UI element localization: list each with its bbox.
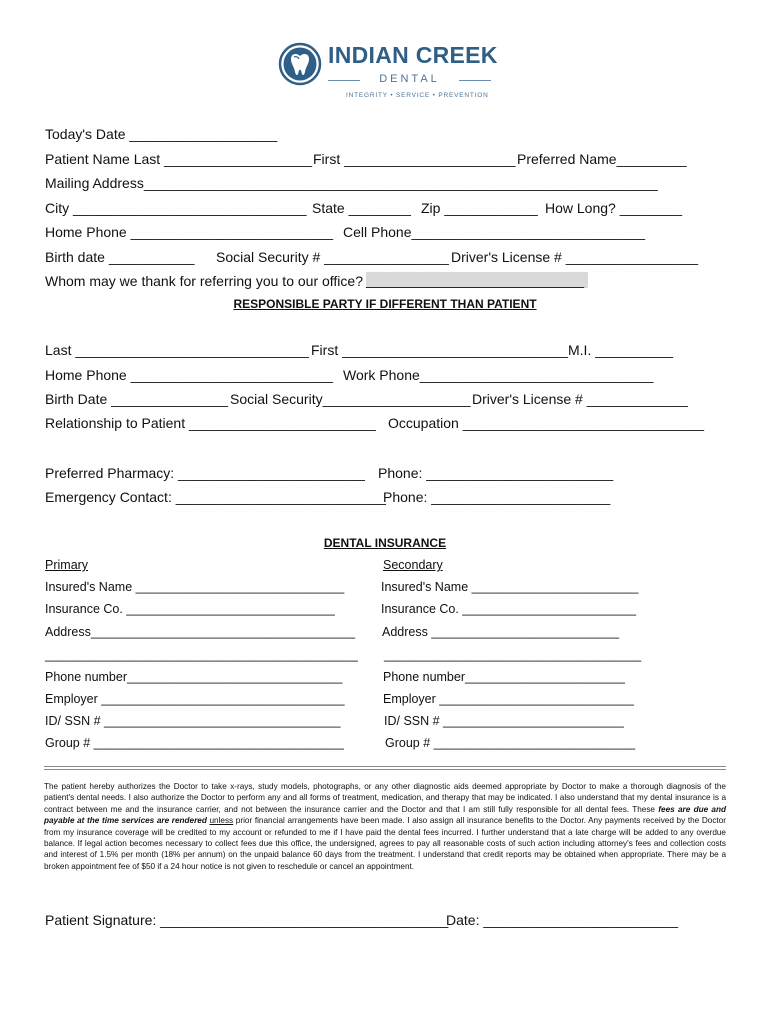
section-divider [44,766,726,767]
patient-last-name-field[interactable]: Patient Name Last ___________________ [45,151,312,167]
secondary-insurance-co-field[interactable]: Insurance Co. _________________________ [381,602,637,616]
tooth-logo-icon [278,42,322,86]
pharmacy-field[interactable]: Preferred Pharmacy: ________________________ [45,465,365,481]
state-field[interactable]: State ________ [312,200,411,216]
home-phone-field[interactable]: Home Phone __________________________ [45,224,334,240]
referral-input[interactable]: ____________________________ [366,272,588,288]
relationship-field[interactable]: Relationship to Patient ________________________ [45,415,376,431]
responsible-mi-field[interactable]: M.I. __________ [568,342,674,358]
secondary-id-ssn-field[interactable]: ID/ SSN # __________________________ [384,714,624,728]
how-long-field[interactable]: How Long? ________ [545,200,683,216]
primary-address-line-2[interactable]: _____________________________________________ [45,648,358,662]
city-field[interactable]: City ______________________________ [45,200,307,216]
responsible-work-phone-field[interactable]: Work Phone______________________________ [343,367,654,383]
primary-employer-field[interactable]: Employer ___________________________________ [45,692,345,706]
primary-phone-field[interactable]: Phone number_______________________________ [45,670,343,684]
drivers-license-field[interactable]: Driver's License # _________________ [451,249,699,265]
responsible-home-phone-field[interactable]: Home Phone __________________________ [45,367,334,383]
primary-id-ssn-field[interactable]: ID/ SSN # __________________________________ [45,714,341,728]
emergency-contact-field[interactable]: Emergency Contact: ___________________________ [45,489,386,505]
practice-logo [278,40,498,102]
referral-label: Whom may we thank for referring you to our office? [45,273,363,289]
primary-group-field[interactable]: Group # ____________________________________ [45,736,344,750]
secondary-insured-name-field[interactable]: Insured's Name ________________________ [381,580,639,594]
secondary-address-line-2[interactable]: _____________________________________ [384,648,642,662]
dental-insurance-heading: DENTAL INSURANCE [323,536,447,550]
secondary-phone-field[interactable]: Phone number_______________________ [383,670,625,684]
secondary-insurance-label: Secondary [383,558,443,572]
responsible-drivers-license-field[interactable]: Driver's License # _____________ [472,391,688,407]
social-security-field[interactable]: Social Security # ________________ [216,249,449,265]
payment-terms-emphasis: fees are due and payable at the time services are rendered [44,804,726,826]
logo-subtitle: DENTAL [328,73,491,87]
responsible-first-field[interactable]: First _____________________________ [311,342,568,358]
primary-insured-name-field[interactable]: Insured's Name ______________________________ [45,580,345,594]
primary-address-field[interactable]: Address______________________________________ [45,625,356,639]
logo-title: INDIAN CREEK [328,42,498,68]
logo-tagline: INTEGRITY • SERVICE • PREVENTION [346,92,489,99]
secondary-group-field[interactable]: Group # _____________________________ [385,736,636,750]
preferred-name-field[interactable]: Preferred Name_________ [517,151,687,167]
patient-first-name-field[interactable]: First ______________________ [313,151,516,167]
birth-date-field[interactable]: Birth date ___________ [45,249,195,265]
mailing-address-field[interactable]: Mailing Address__________________________________________________________________ [45,175,658,191]
responsible-birth-date-field[interactable]: Birth Date _______________ [45,391,228,407]
patient-signature-field[interactable]: Patient Signature: _____________________________________ [45,912,449,928]
primary-insurance-label: Primary [45,558,89,572]
secondary-employer-field[interactable]: Employer ____________________________ [383,692,634,706]
todays-date-field[interactable]: Today's Date ___________________ [45,126,278,142]
occupation-field[interactable]: Occupation _______________________________ [388,415,705,431]
responsible-party-heading: RESPONSIBLE PARTY IF DIFFERENT THAN PATIENT [233,297,537,311]
cell-phone-field[interactable]: Cell Phone______________________________ [343,224,646,240]
emergency-phone-field[interactable]: Phone: _______________________ [383,489,611,505]
signature-date-field[interactable]: Date: _________________________ [446,912,679,928]
section-divider [44,769,726,770]
zip-field[interactable]: Zip ____________ [421,200,538,216]
authorization-statement: The patient hereby authorizes the Doctor to take x-rays, study models, photographs, or any other diagnostic aids deemed appropriate by Doctor to make a thorough diagnosis of the patient's dental needs. I also authorize the Doctor to perform any and all forms of treatment, medication, and therapy that may be indicated. I also understand that my dental insurance is a contract between me and the insurance carrier, and not between the insurance carrier and the Doctor and that I am still fully responsible for all dental fees. These fees are due and payable at the time services are rendered unless prior financial arrangements have been made. I also assign all insurance benefits to the Doctor. Any payments received by the Doctor from my insurance coverage will be credited to my account or refunded to me if I have paid the dental fees incurred. I further understand that a late charge will be added to any overdue balance. If legal action becomes necessary to collect fees due this office, the undersigned, agrees to pay all reasonable costs of such action including attorney's fees and collection costs and interest of 1.5% per month (18% per annum) on the unpaid balance 60 days from the treatment. I understand that credit reports may be obtained when appropriate. There may be a broken appointment fee of $50 if a 24 hour notice is not given to reschedule or cancel an appointment. [44,782,726,871]
primary-insurance-co-field[interactable]: Insurance Co. ______________________________ [45,602,335,616]
responsible-ssn-field[interactable]: Social Security___________________ [230,391,471,407]
secondary-address-field[interactable]: Address ___________________________ [382,625,620,639]
responsible-last-field[interactable]: Last ______________________________ [45,342,309,358]
pharmacy-phone-field[interactable]: Phone: ________________________ [378,465,614,481]
